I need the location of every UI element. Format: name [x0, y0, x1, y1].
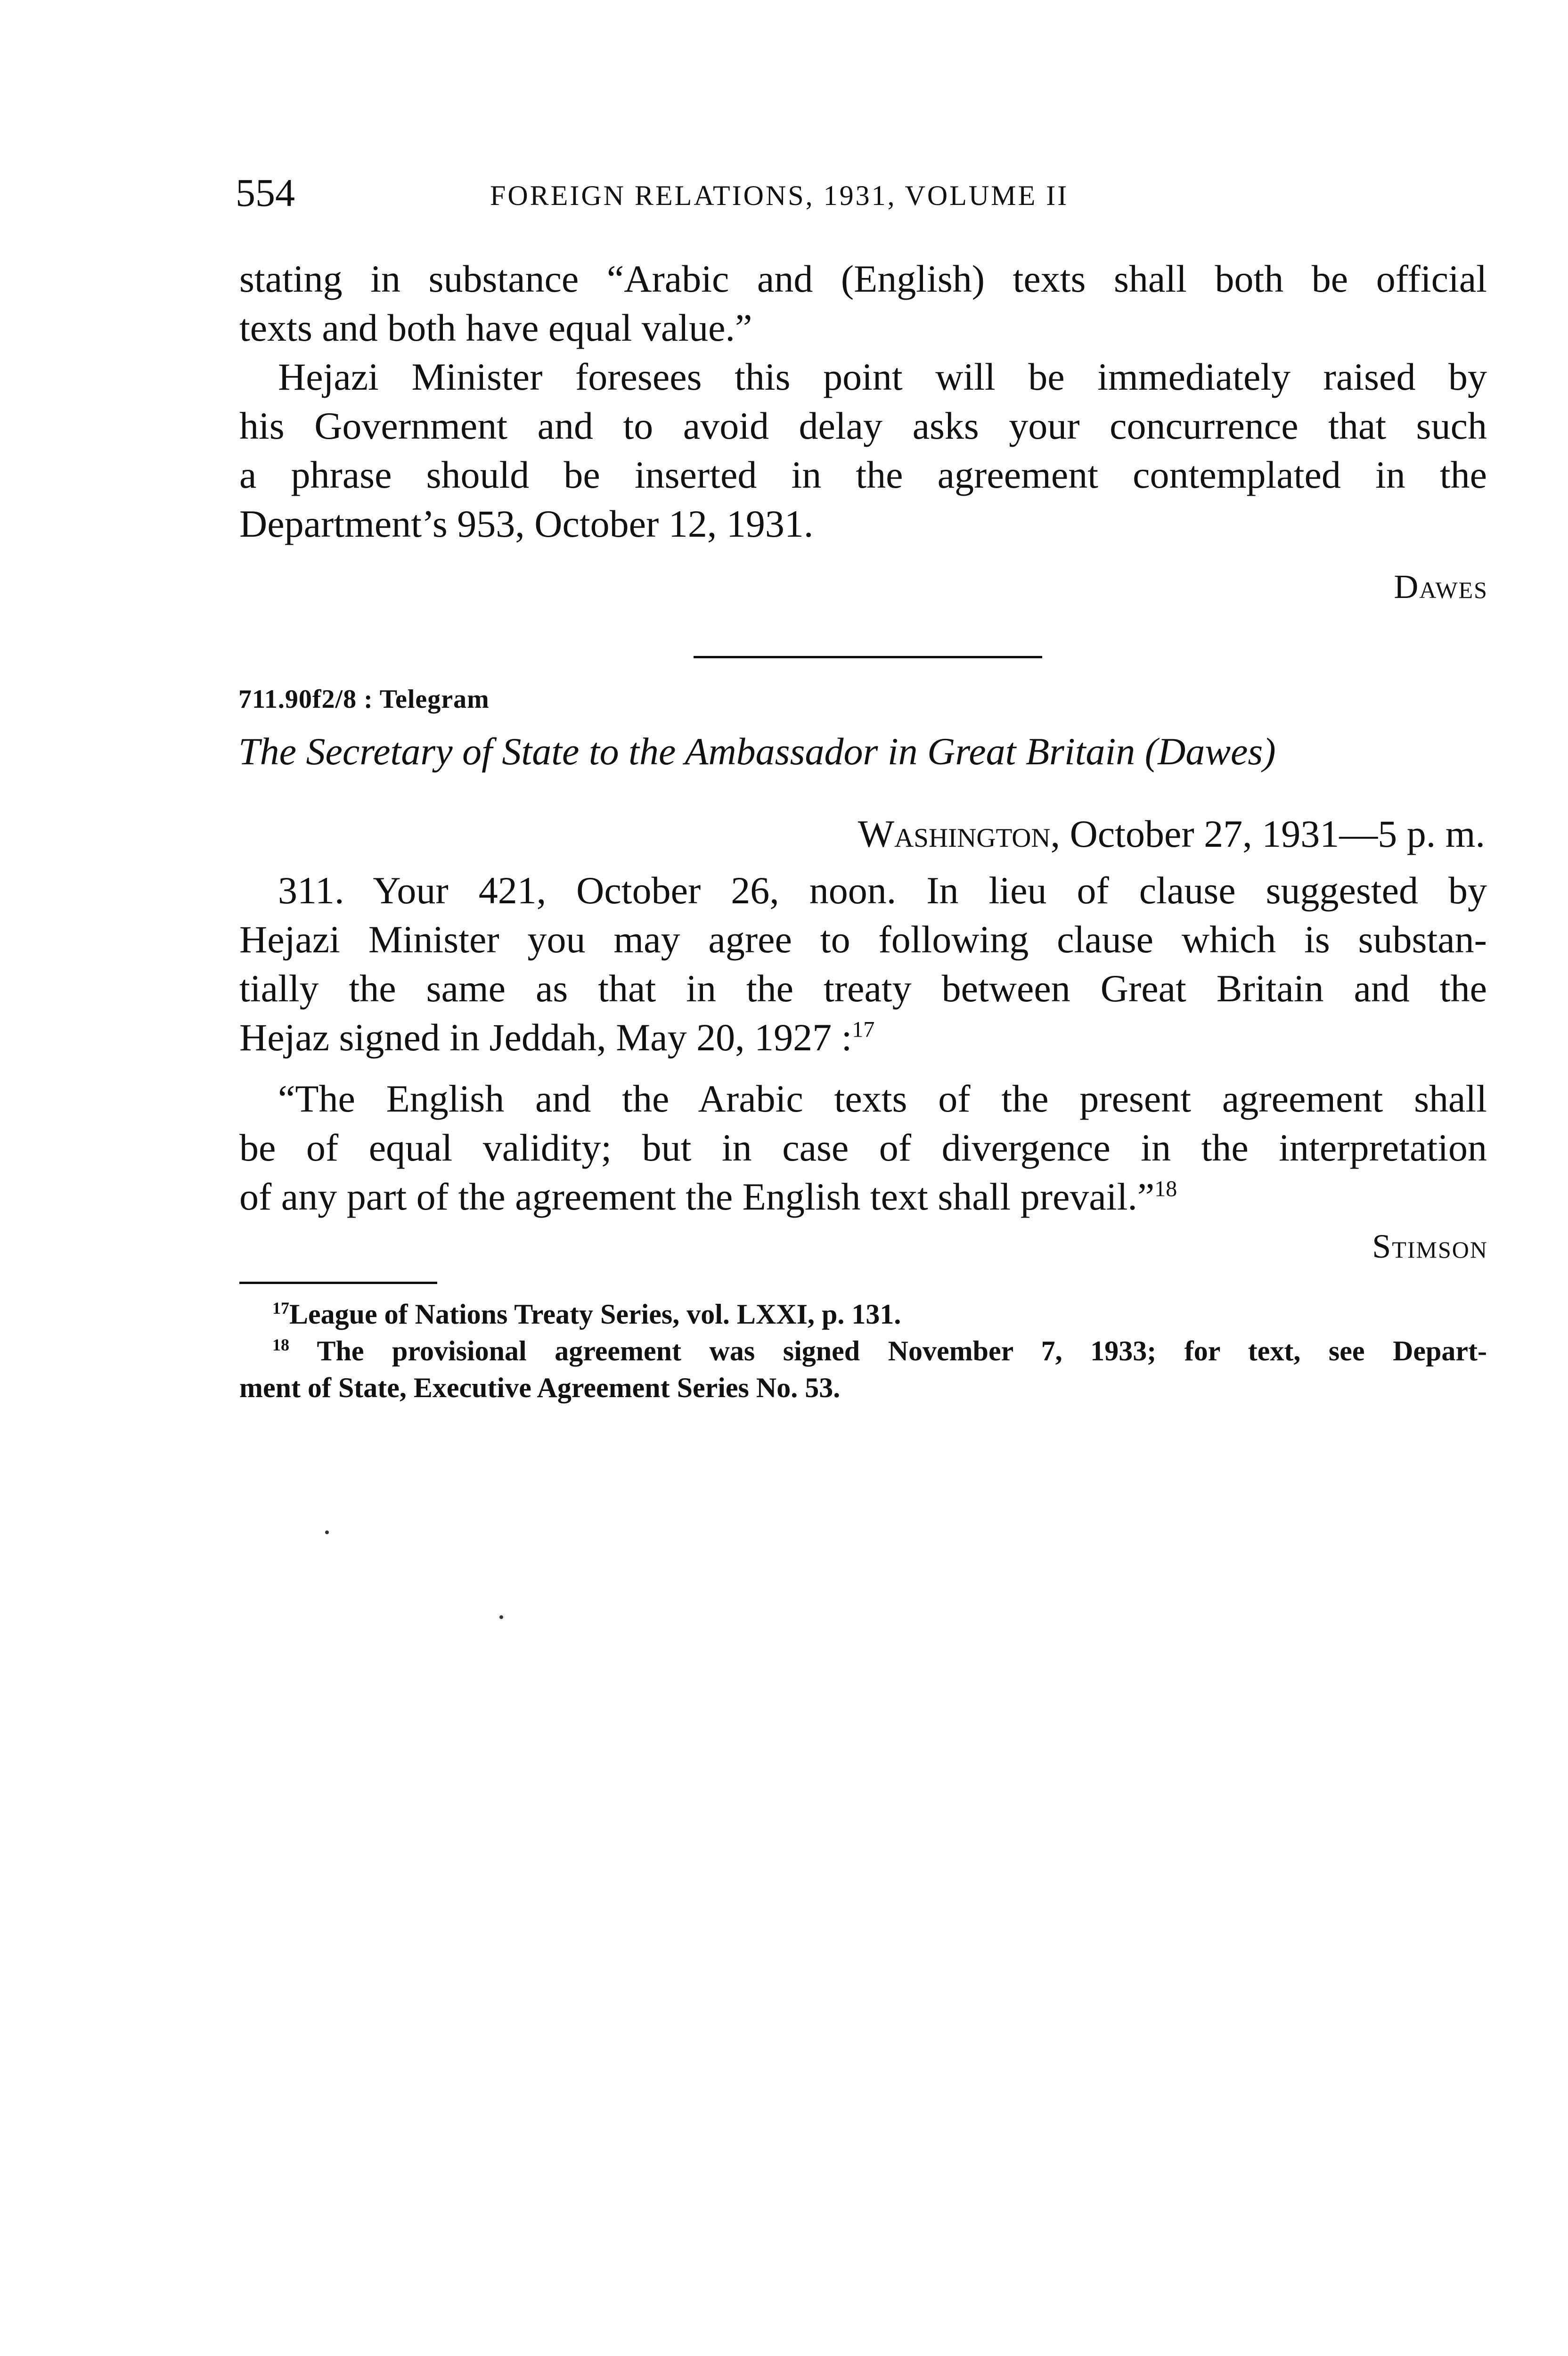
text-line: Hejazi Minister you may agree to following clause which is substan-: [239, 918, 1487, 961]
footnote-17: [239, 1296, 1487, 1333]
text-line: 311. Your 421, October 26, noon. In lieu of clause suggested by: [278, 869, 1487, 912]
footnote-divider: [239, 1282, 437, 1284]
dateline-place: Washington,: [858, 812, 1061, 855]
scan-speck: [499, 1615, 503, 1619]
page-number: 554: [236, 171, 295, 215]
text-line: a phrase should be inserted in the agreement contemplated in the: [239, 453, 1487, 496]
text-line: “The English and the Arabic texts of the present agreement shall: [278, 1077, 1487, 1120]
footnote-ref-17[interactable]: 17: [852, 1017, 875, 1042]
text-line: tially the same as that in the treaty between Great Britain and the: [239, 967, 1487, 1010]
text-line: his Government and to avoid delay asks your concurrence that such: [239, 404, 1487, 447]
telegram-quoted-clause: [239, 1074, 1487, 1221]
footnote-number: 17: [272, 1299, 289, 1317]
telegram-paragraph-1: [239, 866, 1487, 1062]
footnotes: [239, 1296, 1487, 1406]
footnote-number: 18: [272, 1335, 289, 1354]
footnote-ref-18[interactable]: 18: [1154, 1176, 1177, 1202]
text-line: texts and both have equal value.”: [239, 306, 752, 349]
dateline-time: October 27, 1931—5 p. m.: [1060, 812, 1485, 855]
text-line: Hejazi Minister foresees this point will be immediately raised by: [278, 355, 1487, 398]
document-heading: The Secretary of State to the Ambassador in Great Britain (Dawes): [238, 730, 1276, 773]
footnote-18-line-1: [239, 1333, 1487, 1369]
first-document-text: [239, 254, 1487, 548]
file-reference: 711.90f2/8 : Telegram: [238, 685, 490, 714]
running-title: FOREIGN RELATIONS, 1931, VOLUME II: [490, 180, 1069, 211]
footnote-text: League of Nations Treaty Series, vol. LXXI, p. 131.: [289, 1299, 901, 1330]
text-line-with-footnote: [239, 1172, 1487, 1221]
footnote-18-line-2: ment of State, Executive Agreement Series No. 53.: [239, 1372, 841, 1403]
text-line: Department’s 953, October 12, 1931.: [239, 502, 814, 545]
text-line: of any part of the agreement the English text shall prevail.”: [239, 1175, 1155, 1218]
signature-dawes: Dawes: [1394, 568, 1488, 605]
text-line: be of equal validity; but in case of divergence in the interpretation: [239, 1126, 1487, 1169]
text-line: stating in substance “Arabic and (English) texts shall both be official: [239, 257, 1487, 300]
running-head: [236, 170, 1489, 217]
scan-speck: [325, 1530, 329, 1534]
footnote-text: The provisional agreement was signed November 7, 1933; for text, see Depart-: [317, 1335, 1487, 1366]
text-line-with-footnote: [239, 1013, 1487, 1062]
dateline: [858, 810, 1485, 859]
text-line: Hejaz signed in Jeddah, May 20, 1927 :: [239, 1016, 852, 1059]
section-divider: [694, 656, 1042, 658]
signature-stimson: Stimson: [1372, 1227, 1488, 1265]
